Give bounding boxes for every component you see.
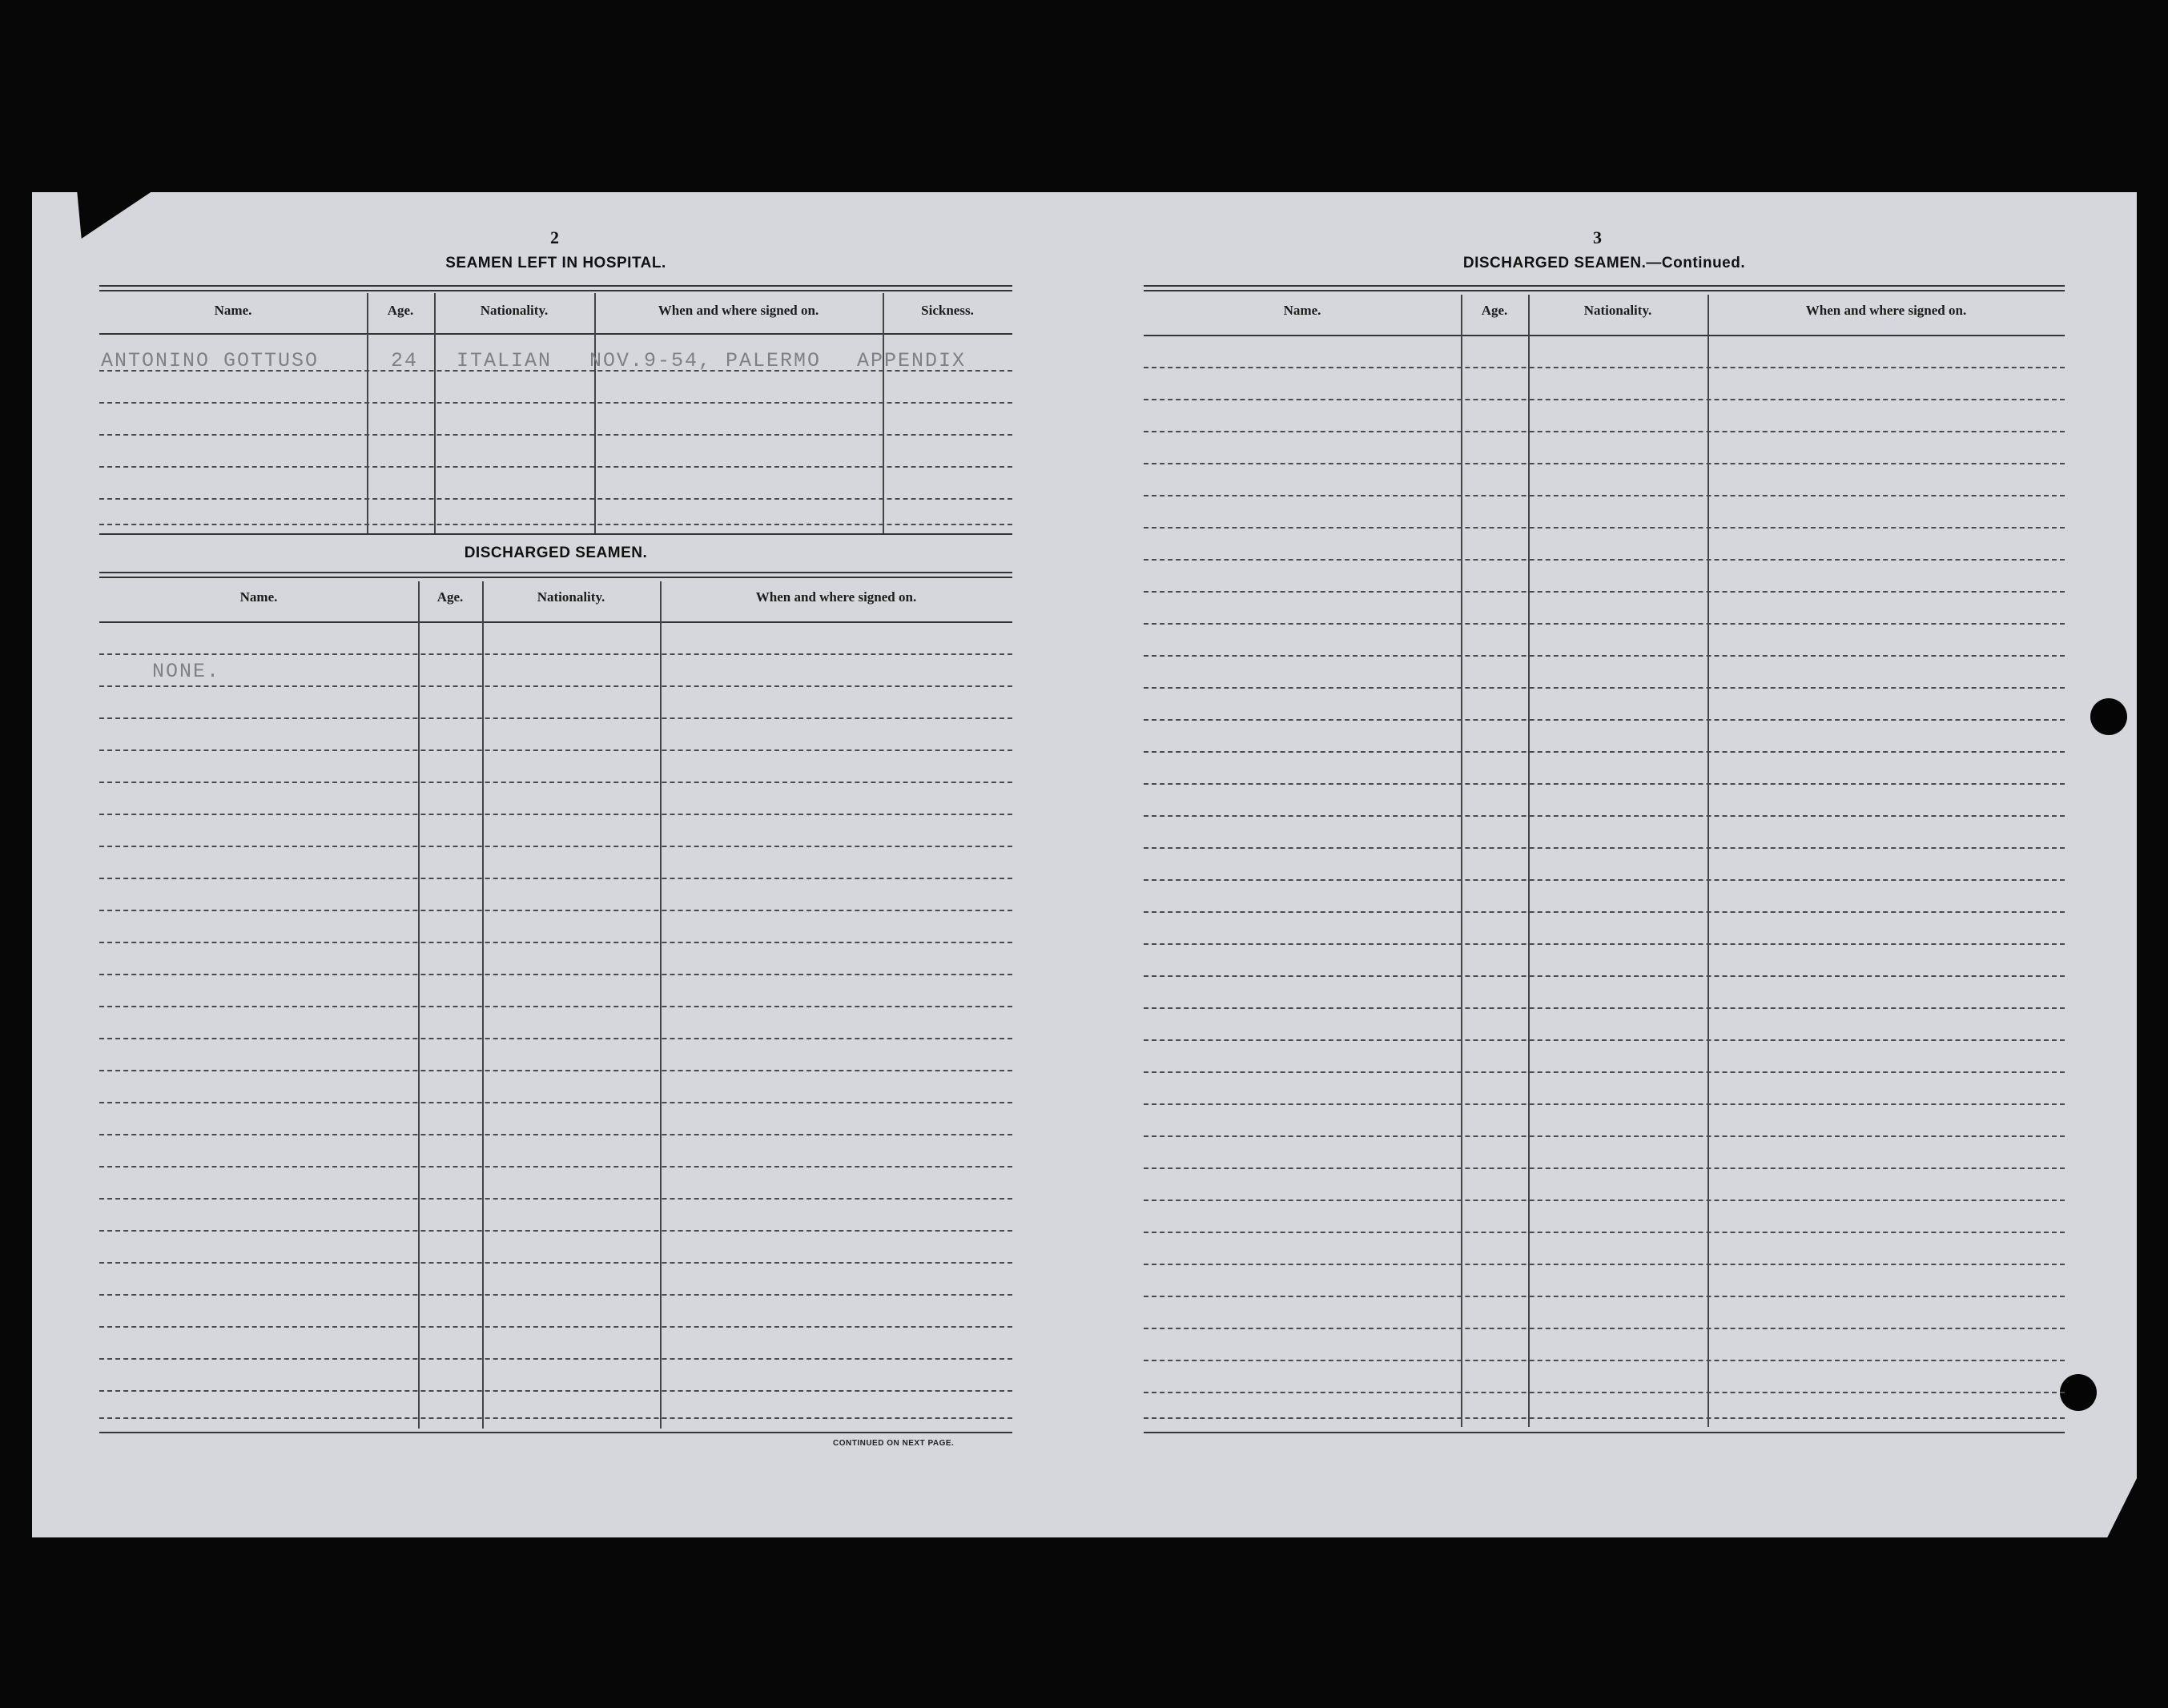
- right-header-name: Name.: [1283, 303, 1321, 318]
- page-number-left: 2: [550, 227, 559, 247]
- right-header-nationality: Nationality.: [1583, 303, 1652, 318]
- hospital-header-signed-on: When and where signed on.: [658, 303, 819, 318]
- hospital-row-name: ANTONINO GOTTUSO: [101, 349, 320, 372]
- punch-hole-lower: [2060, 1374, 2097, 1411]
- discharged-header-name: Name.: [239, 589, 278, 605]
- punch-hole-upper: [2090, 698, 2127, 735]
- continued-note: CONTINUED ON NEXT PAGE.: [833, 1439, 955, 1448]
- hospital-header-name: Name.: [214, 303, 252, 318]
- hospital-table: [99, 285, 1012, 538]
- discharged-header-age: Age.: [436, 589, 464, 605]
- discharged-continued-title: DISCHARGED SEAMEN.—Continued.: [1462, 255, 1746, 271]
- right-header-age: Age.: [1481, 303, 1508, 318]
- discharged-entry-none: NONE.: [152, 660, 221, 683]
- right-header-signed-on: When and where signed on.: [1805, 303, 1967, 318]
- page-number-right: 3: [1593, 227, 1602, 247]
- discharged-header-signed-on: When and where signed on.: [755, 589, 917, 605]
- hospital-header-age: Age.: [387, 303, 414, 318]
- hospital-row-signed-on: NOV.9-54, PALERMO: [589, 349, 822, 372]
- discharged-header-nationality: Nationality.: [537, 589, 605, 605]
- hospital-header-nationality: Nationality.: [480, 303, 549, 318]
- discharged-table-left: [99, 572, 1012, 1437]
- hospital-row-age: 24: [391, 349, 419, 372]
- discharged-table-right: [1144, 285, 2065, 1438]
- hospital-row-nationality: ITALIAN: [457, 349, 553, 372]
- discharged-section-title: DISCHARGED SEAMEN.: [464, 545, 648, 561]
- hospital-section-title: SEAMEN LEFT IN HOSPITAL.: [445, 255, 666, 271]
- hospital-header-sickness: Sickness.: [921, 303, 974, 318]
- hospital-row-sickness: APPENDIX: [857, 349, 967, 372]
